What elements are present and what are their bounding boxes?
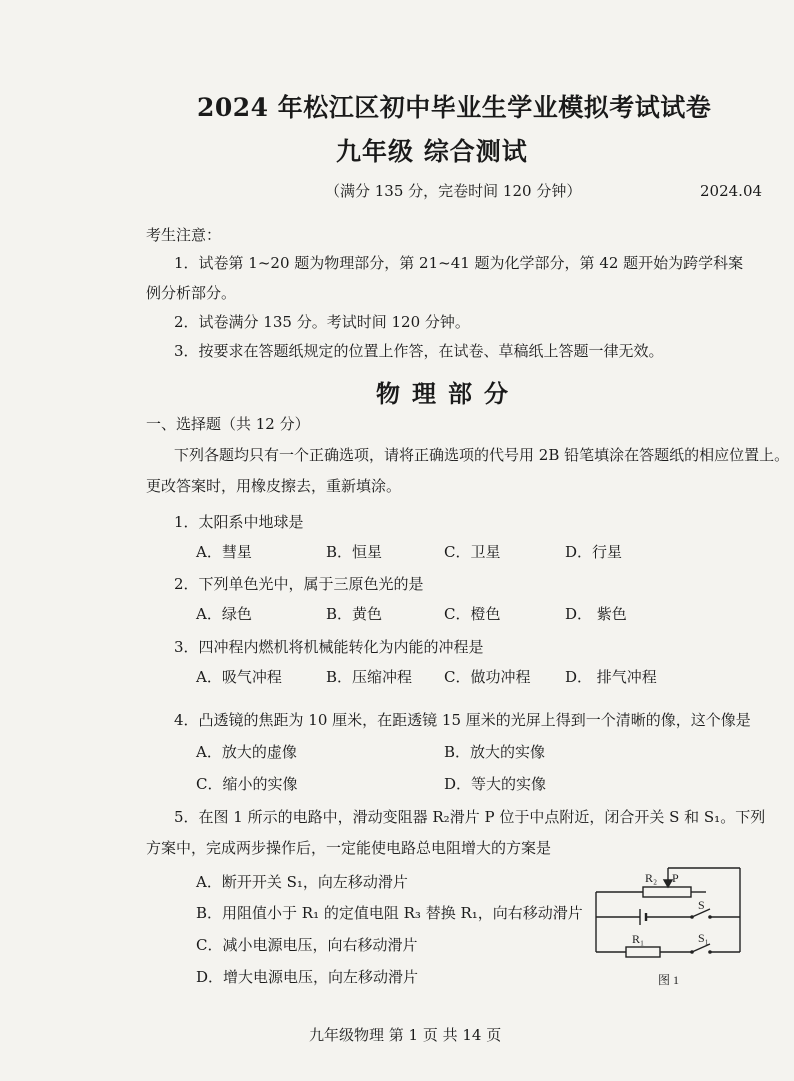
- question-1-option-b: B．恒星: [326, 543, 383, 561]
- question-5-stem-line-1: 5．在图 1 所示的电路中，滑动变阻器 R₂滑片 P 位于中点附近，闭合开关 S 和 S₁。下列: [174, 808, 766, 826]
- exam-info: （满分 135 分，完卷时间 120 分钟）: [325, 182, 582, 200]
- part-instruction-line-2: 更改答案时，用橡皮擦去，重新填涂。: [146, 477, 402, 495]
- question-4-option-a: A．放大的虚像: [196, 743, 297, 761]
- question-1-option-d: D．行星: [565, 543, 623, 561]
- notice-item-1-line-1: 1．试卷第 1~20 题为物理部分，第 21~41 题为化学部分，第 42 题开始为跨学科案: [174, 254, 744, 272]
- question-5-option-d: D．增大电源电压，向左移动滑片: [196, 968, 419, 986]
- switch-s1-contact-left: [690, 950, 694, 954]
- figure-caption: 图 1: [658, 973, 680, 987]
- exam-title: 2024 年松江区初中毕业生学业模拟考试试卷: [197, 93, 712, 122]
- question-3-option-a: A．吸气冲程: [196, 668, 282, 686]
- question-3-stem: 3．四冲程内燃机将机械能转化为内能的冲程是: [174, 638, 484, 656]
- label-s1: S₁: [698, 931, 709, 945]
- notice-item-2: 2．试卷满分 135 分。考试时间 120 分钟。: [174, 313, 470, 331]
- slider-arrow: [664, 880, 672, 887]
- question-4-option-c: C．缩小的实像: [196, 775, 298, 793]
- question-2-option-d: D． 紫色: [565, 605, 627, 623]
- page-footer: 九年级物理 第 1 页 共 14 页: [309, 1026, 502, 1044]
- question-3-option-c: C．做功冲程: [444, 668, 531, 686]
- question-5-stem-line-2: 方案中，完成两步操作后，一定能使电路总电阻增大的方案是: [146, 839, 552, 857]
- question-2-stem: 2．下列单色光中，属于三原色光的是: [174, 575, 424, 593]
- question-3-option-d: D． 排气冲程: [565, 668, 657, 686]
- question-5-option-b: B．用阻值小于 R₁ 的定值电阻 R₃ 替换 R₁，向右移动滑片: [196, 904, 583, 922]
- question-4-option-b: B．放大的实像: [444, 743, 546, 761]
- question-2-option-c: C．橙色: [444, 605, 501, 623]
- notice-heading: 考生注意：: [146, 226, 222, 244]
- question-5-option-a: A．断开开关 S₁，向左移动滑片: [196, 873, 408, 891]
- question-3-option-b: B．压缩冲程: [326, 668, 413, 686]
- part-heading: 一、选择题（共 12 分）: [146, 415, 310, 433]
- question-5-option-c: C．减小电源电压，向右移动滑片: [196, 936, 418, 954]
- question-4-option-d: D．等大的实像: [444, 775, 547, 793]
- question-1-option-a: A．彗星: [196, 543, 252, 561]
- part-instruction-line-1: 下列各题均只有一个正确选项，请将正确选项的代号用 2B 铅笔填涂在答题纸的相应位置上。: [174, 446, 790, 464]
- exam-subtitle: 九年级 综合测试: [336, 137, 528, 166]
- question-1-stem: 1．太阳系中地球是: [174, 513, 304, 531]
- switch-s1-blade: [692, 944, 710, 952]
- notice-item-1-line-2: 例分析部分。: [146, 284, 237, 302]
- exam-date: 2024.04: [700, 182, 763, 200]
- resistor-r2: [643, 887, 691, 897]
- switch-s-contact-left: [690, 915, 694, 919]
- notice-item-3: 3．按要求在答题纸规定的位置上作答，在试卷、草稿纸上答题一律无效。: [174, 342, 664, 360]
- question-4-stem: 4．凸透镜的焦距为 10 厘米，在距透镜 15 厘米的光屏上得到一个清晰的像，这个像是: [174, 711, 751, 729]
- label-p: P: [672, 871, 679, 885]
- label-s: S: [698, 898, 705, 912]
- question-2-option-b: B．黄色: [326, 605, 383, 623]
- label-r1: R₁: [632, 932, 645, 946]
- section-title: 物理部分: [376, 379, 520, 408]
- resistor-r1: [626, 947, 660, 957]
- circuit-diagram: [588, 862, 748, 992]
- switch-s-contact-right: [708, 915, 712, 919]
- question-1-option-c: C．卫星: [444, 543, 501, 561]
- label-r2: R₂: [645, 871, 658, 885]
- switch-s1-contact-right: [708, 950, 712, 954]
- question-2-option-a: A．绿色: [196, 605, 252, 623]
